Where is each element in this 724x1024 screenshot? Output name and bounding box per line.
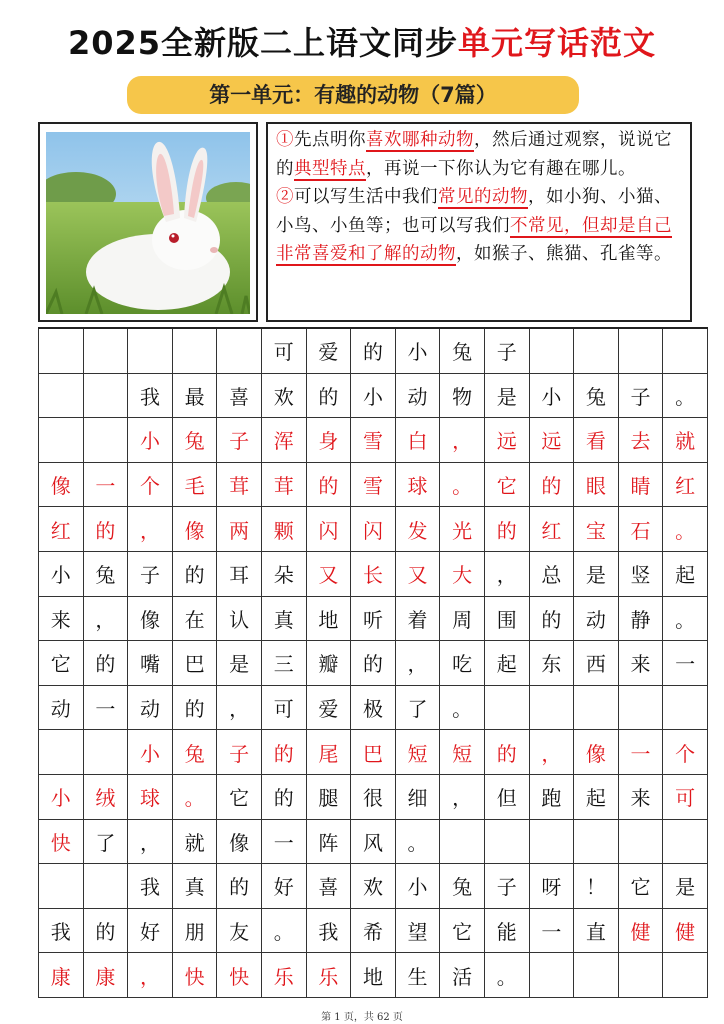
grid-row [39, 507, 708, 552]
grid-cell: 耳 [217, 551, 262, 596]
grid-row [39, 418, 708, 463]
grid-cell: ， [529, 730, 574, 775]
grid-cell [663, 819, 708, 864]
grid-cell: 两 [217, 507, 262, 552]
grid-cell: 三 [261, 641, 306, 686]
grid-cell: 着 [395, 596, 440, 641]
grid-cell: ， [217, 685, 262, 730]
grid-cell: 地 [306, 596, 351, 641]
grid-cell: 的 [83, 641, 128, 686]
grid-cell: 短 [440, 730, 485, 775]
grid-cell: 小 [351, 373, 396, 418]
grid-row [39, 373, 708, 418]
grid-cell: 小 [395, 864, 440, 909]
grid-cell: 康 [83, 953, 128, 998]
grid-row [39, 328, 708, 373]
grid-cell: 短 [395, 730, 440, 775]
grid-cell: 很 [351, 774, 396, 819]
grid-row [39, 774, 708, 819]
grid-cell [83, 864, 128, 909]
tip-2-text-c: ，如猴子、熊猫、孔雀等。 [456, 244, 672, 264]
grid-cell [83, 373, 128, 418]
tip-1-text-a: 先点明你 [294, 130, 366, 150]
grid-cell: 长 [351, 551, 396, 596]
grid-cell [39, 864, 84, 909]
grid-cell: 兔 [172, 418, 217, 463]
grid-cell: 。 [440, 462, 485, 507]
grid-cell [39, 730, 84, 775]
grid-cell: 球 [128, 774, 173, 819]
grid-cell: 快 [172, 953, 217, 998]
tip-1-highlight-1: 喜欢哪种动物 [366, 130, 474, 150]
grid-cell: 围 [484, 596, 529, 641]
grid-cell: 的 [529, 596, 574, 641]
grid-cell: 的 [172, 685, 217, 730]
grid-cell: 兔 [440, 864, 485, 909]
grid-cell: 它 [39, 641, 84, 686]
grid-cell: 健 [618, 908, 663, 953]
grid-cell: 欢 [351, 864, 396, 909]
grid-cell: ！ [574, 864, 619, 909]
grid-cell: 红 [529, 507, 574, 552]
grid-cell: 康 [39, 953, 84, 998]
grid-cell: 吃 [440, 641, 485, 686]
grid-cell: 球 [395, 462, 440, 507]
grid-cell: 活 [440, 953, 485, 998]
grid-cell: 小 [39, 551, 84, 596]
grid-cell: 静 [618, 596, 663, 641]
grid-cell: 子 [484, 328, 529, 373]
grid-cell: 起 [484, 641, 529, 686]
grid-cell: 兔 [83, 551, 128, 596]
grid-cell [83, 328, 128, 373]
grid-cell: 白 [395, 418, 440, 463]
grid-cell: 子 [484, 864, 529, 909]
tip-2-number: ② [276, 187, 294, 207]
grid-cell: 的 [217, 864, 262, 909]
grid-cell: 一 [618, 730, 663, 775]
grid-cell [529, 953, 574, 998]
grid-cell: 光 [440, 507, 485, 552]
grid-cell: 乐 [261, 953, 306, 998]
grid-cell: 可 [663, 774, 708, 819]
grid-cell: 是 [663, 864, 708, 909]
grid-cell: 子 [217, 418, 262, 463]
grid-cell: ， [484, 551, 529, 596]
grid-row [39, 730, 708, 775]
page-footer: 第 1 页，共 62 页 [321, 1012, 403, 1023]
grid-cell [618, 819, 663, 864]
grid-cell [618, 685, 663, 730]
grid-cell: 的 [261, 774, 306, 819]
grid-cell: 来 [618, 774, 663, 819]
grid-cell: 腿 [306, 774, 351, 819]
grid-cell: 看 [574, 418, 619, 463]
grid-cell: 。 [663, 373, 708, 418]
grid-cell [440, 819, 485, 864]
grid-cell: 它 [440, 908, 485, 953]
grid-cell: 远 [529, 418, 574, 463]
grid-cell [529, 328, 574, 373]
grid-cell: 一 [261, 819, 306, 864]
title-red: 单元写话范文 [458, 24, 657, 62]
grid-cell: 。 [261, 908, 306, 953]
grid-cell: 的 [172, 551, 217, 596]
grid-cell: 直 [574, 908, 619, 953]
tip-1-text-b: ，然后通过观察，说说它的 [276, 130, 672, 179]
grid-cell: 子 [217, 730, 262, 775]
grid-cell: ， [128, 507, 173, 552]
grid-cell: 它 [618, 864, 663, 909]
grid-cell: 极 [351, 685, 396, 730]
grid-row [39, 596, 708, 641]
grid-cell [663, 953, 708, 998]
grid-cell [83, 730, 128, 775]
essay-grid [38, 327, 708, 998]
grid-cell: 真 [261, 596, 306, 641]
grid-cell: 像 [217, 819, 262, 864]
grid-cell: 的 [529, 462, 574, 507]
grid-cell: ， [83, 596, 128, 641]
grid-cell: 生 [395, 953, 440, 998]
grid-cell: 。 [440, 685, 485, 730]
grid-cell: 个 [128, 462, 173, 507]
grid-cell: 阵 [306, 819, 351, 864]
grid-row [39, 819, 708, 864]
grid-cell: 东 [529, 641, 574, 686]
grid-cell [574, 819, 619, 864]
grid-cell: 乐 [306, 953, 351, 998]
grid-cell [484, 685, 529, 730]
grid-cell: 了 [83, 819, 128, 864]
grid-cell: 远 [484, 418, 529, 463]
grid-cell: 雪 [351, 462, 396, 507]
grid-cell: 好 [128, 908, 173, 953]
grid-cell: 动 [39, 685, 84, 730]
grid-cell: 爱 [306, 328, 351, 373]
grid-cell: 望 [395, 908, 440, 953]
grid-cell: 在 [172, 596, 217, 641]
grid-cell: 可 [261, 328, 306, 373]
grid-row [39, 864, 708, 909]
grid-cell: 呀 [529, 864, 574, 909]
grid-cell: 的 [484, 730, 529, 775]
grid-cell: 宝 [574, 507, 619, 552]
grid-cell [39, 328, 84, 373]
grid-cell: 风 [351, 819, 396, 864]
grid-cell: 一 [83, 462, 128, 507]
grid-cell [618, 953, 663, 998]
unit-banner: 第一单元：有趣的动物（7篇） [127, 76, 579, 114]
grid-cell: 喜 [217, 373, 262, 418]
grid-cell [663, 685, 708, 730]
page-title [0, 18, 724, 64]
grid-cell: 动 [395, 373, 440, 418]
grid-cell: 起 [574, 774, 619, 819]
grid-cell: 又 [306, 551, 351, 596]
grid-cell: 就 [172, 819, 217, 864]
tip-2 [276, 183, 684, 269]
tip-2-highlight-1: 常见的动物 [438, 187, 528, 207]
grid-cell: 闪 [351, 507, 396, 552]
grid-cell: 就 [663, 418, 708, 463]
grid-cell: 来 [39, 596, 84, 641]
grid-cell: 喜 [306, 864, 351, 909]
grid-cell: 跑 [529, 774, 574, 819]
grid-cell: 好 [261, 864, 306, 909]
grid-cell: 一 [529, 908, 574, 953]
grid-cell [217, 328, 262, 373]
tip-2-text-b: ，如小狗、小猫、小鸟、小鱼等；也可以写我们 [276, 187, 672, 236]
grid-cell: 一 [83, 685, 128, 730]
grid-cell: 小 [128, 730, 173, 775]
grid-cell: 朋 [172, 908, 217, 953]
grid-cell: 的 [261, 730, 306, 775]
grid-cell: 身 [306, 418, 351, 463]
grid-cell [529, 819, 574, 864]
grid-cell: 个 [663, 730, 708, 775]
grid-cell: 尾 [306, 730, 351, 775]
grid-cell: 的 [351, 641, 396, 686]
grid-cell: 是 [574, 551, 619, 596]
grid-cell: ， [440, 418, 485, 463]
grid-cell: 是 [484, 373, 529, 418]
grid-cell: 快 [217, 953, 262, 998]
grid-cell: 物 [440, 373, 485, 418]
grid-cell [484, 819, 529, 864]
grid-cell: 茸 [217, 462, 262, 507]
grid-cell: 的 [484, 507, 529, 552]
grid-cell: 竖 [618, 551, 663, 596]
grid-cell: 动 [574, 596, 619, 641]
grid-cell: 绒 [83, 774, 128, 819]
grid-cell: 地 [351, 953, 396, 998]
grid-cell: 小 [39, 774, 84, 819]
grid-cell: 是 [217, 641, 262, 686]
grid-cell: 了 [395, 685, 440, 730]
grid-cell: 希 [351, 908, 396, 953]
grid-cell: 欢 [261, 373, 306, 418]
grid-cell: 但 [484, 774, 529, 819]
grid-row [39, 641, 708, 686]
grid-cell: 的 [306, 373, 351, 418]
grid-cell: 朵 [261, 551, 306, 596]
grid-cell: 像 [172, 507, 217, 552]
grid-cell: 的 [83, 908, 128, 953]
tip-1-highlight-2: 典型特点 [294, 158, 366, 179]
grid-cell: 巴 [172, 641, 217, 686]
title-black: 2025全新版二上语文同步 [67, 24, 459, 62]
grid-cell: 它 [484, 462, 529, 507]
grid-cell: 的 [83, 507, 128, 552]
grid-cell: 起 [663, 551, 708, 596]
grid-cell [128, 328, 173, 373]
grid-cell: 兔 [574, 373, 619, 418]
grid-cell: 我 [128, 373, 173, 418]
grid-cell: 红 [39, 507, 84, 552]
grid-cell [83, 418, 128, 463]
grid-cell: 我 [128, 864, 173, 909]
grid-cell: 巴 [351, 730, 396, 775]
grid-row [39, 462, 708, 507]
grid-cell: 睛 [618, 462, 663, 507]
photo-frame [38, 122, 258, 322]
grid-cell: 兔 [172, 730, 217, 775]
grid-cell: 子 [618, 373, 663, 418]
grid-cell: 我 [39, 908, 84, 953]
grid-cell: ， [440, 774, 485, 819]
grid-cell: 像 [128, 596, 173, 641]
grid-cell: 。 [663, 596, 708, 641]
grid-cell: 一 [663, 641, 708, 686]
grid-cell [663, 328, 708, 373]
grid-cell: 健 [663, 908, 708, 953]
grid-cell [39, 418, 84, 463]
grid-cell: 能 [484, 908, 529, 953]
grid-cell: 眼 [574, 462, 619, 507]
grid-cell: 。 [484, 953, 529, 998]
tip-2-highlight-2: 不常见，但却是自己非常喜爱和了解的动物 [276, 215, 672, 264]
grid-row [39, 685, 708, 730]
grid-cell: 红 [663, 462, 708, 507]
grid-cell: 的 [351, 328, 396, 373]
grid-cell: 茸 [261, 462, 306, 507]
grid-cell: 颗 [261, 507, 306, 552]
grid-cell [529, 685, 574, 730]
grid-cell: 嘴 [128, 641, 173, 686]
grid-cell: 来 [618, 641, 663, 686]
grid-cell: 快 [39, 819, 84, 864]
tip-2-text-a: 可以写生活中我们 [294, 187, 438, 207]
grid-cell: 西 [574, 641, 619, 686]
grid-cell: 浑 [261, 418, 306, 463]
grid-cell: 去 [618, 418, 663, 463]
grid-cell: 又 [395, 551, 440, 596]
grid-cell: 瓣 [306, 641, 351, 686]
grid-cell [574, 953, 619, 998]
grid-cell: 它 [217, 774, 262, 819]
grid-cell [574, 328, 619, 373]
grid-cell: 小 [395, 328, 440, 373]
grid-cell: 总 [529, 551, 574, 596]
grid-cell: 真 [172, 864, 217, 909]
writing-tips [266, 122, 692, 322]
grid-cell: 。 [172, 774, 217, 819]
grid-cell: ， [128, 819, 173, 864]
tip-1 [276, 126, 684, 183]
grid-cell: 雪 [351, 418, 396, 463]
grid-cell: 。 [395, 819, 440, 864]
grid-row [39, 551, 708, 596]
tip-1-number: ① [276, 130, 294, 150]
grid-cell: 周 [440, 596, 485, 641]
grid-cell: 最 [172, 373, 217, 418]
grid-cell: 的 [306, 462, 351, 507]
grid-cell: 可 [261, 685, 306, 730]
grid-cell: 发 [395, 507, 440, 552]
grid-row [39, 953, 708, 998]
grid-cell: 毛 [172, 462, 217, 507]
grid-cell: 。 [663, 507, 708, 552]
grid-cell: 友 [217, 908, 262, 953]
grid-cell: 兔 [440, 328, 485, 373]
grid-cell [39, 373, 84, 418]
grid-cell: 石 [618, 507, 663, 552]
grid-cell: 子 [128, 551, 173, 596]
grid-cell: 像 [574, 730, 619, 775]
rabbit-image [46, 132, 250, 314]
grid-cell: ， [395, 641, 440, 686]
grid-cell [172, 328, 217, 373]
grid-cell: 小 [529, 373, 574, 418]
grid-cell: 动 [128, 685, 173, 730]
grid-cell: 我 [306, 908, 351, 953]
grid-cell: 小 [128, 418, 173, 463]
tip-1-text-c: ，再说一下你认为它有趣在哪儿。 [366, 158, 636, 179]
grid-cell: 闪 [306, 507, 351, 552]
grid-cell: 大 [440, 551, 485, 596]
grid-cell [574, 685, 619, 730]
grid-cell: 像 [39, 462, 84, 507]
grid-row [39, 908, 708, 953]
grid-cell: 爱 [306, 685, 351, 730]
grid-cell: 听 [351, 596, 396, 641]
grid-cell [618, 328, 663, 373]
grid-cell: 认 [217, 596, 262, 641]
grid-cell: ， [128, 953, 173, 998]
grid-cell: 细 [395, 774, 440, 819]
